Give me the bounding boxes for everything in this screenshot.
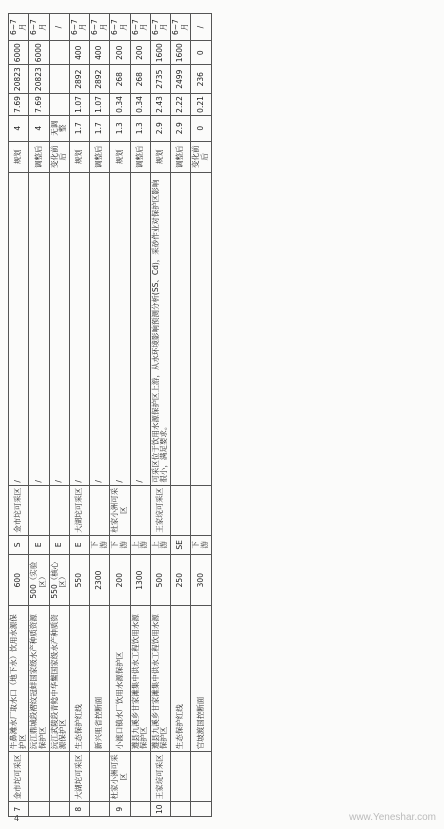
cell-time: 6~7月	[130, 14, 150, 41]
table-row	[191, 14, 211, 817]
cell-adj: 调整后	[130, 141, 150, 172]
cell-plan	[90, 485, 110, 535]
cell-v4: 1600	[171, 41, 191, 65]
table-row	[130, 14, 150, 817]
table-row	[110, 14, 130, 817]
cell-adj: 变化前后	[191, 141, 211, 172]
cell-adj: 规划	[69, 141, 89, 172]
cell-plan: 大湖坨可采区	[69, 485, 89, 535]
cell-v3: 268	[110, 65, 130, 94]
cell-v1: 2.9	[171, 115, 191, 141]
cell-no	[171, 802, 191, 817]
cell-v1: 1.7	[90, 115, 110, 141]
table-row	[29, 14, 49, 817]
cell-note: /	[9, 172, 29, 485]
cell-time: /	[191, 14, 211, 41]
cell-v3: 236	[191, 65, 211, 94]
cell-name: 生态保护红线	[69, 606, 89, 752]
cell-v2: 7.69	[9, 94, 29, 116]
cell-adj: 规划	[150, 141, 170, 172]
cell-section	[90, 752, 110, 802]
cell-dir: 上游	[150, 535, 170, 554]
cell-plan	[29, 485, 49, 535]
cell-no	[29, 802, 49, 817]
cell-dist: 600	[9, 554, 29, 606]
cell-dir: 下游	[191, 535, 211, 554]
cell-adj: 变化前后	[49, 141, 69, 172]
cell-no: 7	[9, 802, 29, 817]
cell-dist: 550	[69, 554, 89, 606]
table-row	[150, 14, 170, 817]
cell-section: 大湖坨可采区	[69, 752, 89, 802]
page-number: 4	[14, 814, 20, 823]
cell-no: 9	[110, 802, 130, 817]
cell-no	[130, 802, 150, 817]
table-row	[90, 14, 110, 817]
table-row	[9, 14, 29, 817]
cell-time: /	[49, 14, 69, 41]
cell-v3: 2499	[171, 65, 191, 94]
cell-dist: 200	[110, 554, 130, 606]
cell-dir: E	[29, 535, 49, 554]
cell-v4: 1600	[150, 41, 170, 65]
cell-dist: 500（实验区）	[29, 554, 49, 606]
cell-v3: 2892	[69, 65, 89, 94]
cell-no: 10	[150, 802, 170, 817]
cell-dist: 2300	[90, 554, 110, 606]
cell-name: 生态保护红线	[171, 606, 191, 752]
cell-adj: 调整后	[171, 141, 191, 172]
cell-v1: 1.7	[69, 115, 89, 141]
table-row	[69, 14, 89, 817]
cell-v2: 7.69	[29, 94, 49, 116]
cell-plan: 杜家小洲可采区	[110, 485, 130, 535]
cell-v3: 20823	[9, 65, 29, 94]
cell-note: /	[29, 172, 49, 485]
cell-note: /	[90, 172, 110, 485]
cell-time: 6~7月	[150, 14, 170, 41]
cell-v2: 0.34	[130, 94, 150, 116]
cell-v1: 2.9	[150, 115, 170, 141]
cell-v2: 1.07	[69, 94, 89, 116]
cell-note	[191, 172, 211, 485]
cell-v1: 1.3	[130, 115, 150, 141]
cell-name: 遵县九溪乡甘家滩集中供水工程饮用水源保护区	[130, 606, 150, 752]
cell-plan: 金市坨可采区	[9, 485, 29, 535]
cell-dist: 300	[191, 554, 211, 606]
cell-v3: 268	[130, 65, 150, 94]
cell-section	[49, 752, 69, 802]
cell-adj: 调整后	[90, 141, 110, 172]
cell-time: 6~7月	[171, 14, 191, 41]
cell-section: 王家垸可采区	[150, 752, 170, 802]
cell-note: /	[130, 172, 150, 485]
cell-name: 新兴咀省控断面	[90, 606, 110, 752]
cell-note	[171, 172, 191, 485]
cell-v4	[49, 41, 69, 65]
cell-note: /	[69, 172, 89, 485]
cell-v2: 2.43	[150, 94, 170, 116]
cell-v4: 200	[130, 41, 150, 65]
cell-v1: 0	[191, 115, 211, 141]
cell-v2: 0.21	[191, 94, 211, 116]
cell-section	[130, 752, 150, 802]
cell-dir: 上游	[130, 535, 150, 554]
cell-v4: 400	[90, 41, 110, 65]
cell-section	[29, 752, 49, 802]
cell-time: 6~7月	[69, 14, 89, 41]
cell-section	[171, 752, 191, 802]
cell-no: 8	[69, 802, 89, 817]
cell-adj: 调整后	[29, 141, 49, 172]
cell-v4: 200	[110, 41, 130, 65]
cell-v2	[49, 94, 69, 116]
cell-note: /	[110, 172, 130, 485]
watermark: www.Yeneshar.com	[349, 812, 436, 823]
cell-v2: 1.07	[90, 94, 110, 116]
cell-v1: 4	[29, 115, 49, 141]
cell-v4: 6000	[29, 41, 49, 65]
cell-section: 金市坨可采区	[9, 752, 29, 802]
cell-note: /	[49, 172, 69, 485]
cell-v3: 2892	[90, 65, 110, 94]
sand-mining-table	[8, 13, 212, 817]
cell-v1: 4	[9, 115, 29, 141]
cell-v3	[49, 65, 69, 94]
cell-plan	[191, 485, 211, 535]
cell-adj: 规划	[9, 141, 29, 172]
cell-dir: S	[9, 535, 29, 554]
cell-section: 杜家小洲可采区	[110, 752, 130, 802]
cell-v4: 6000	[9, 41, 29, 65]
cell-v4: 0	[191, 41, 211, 65]
cell-plan	[49, 485, 69, 535]
cell-name: 遵县九溪乡甘家滩集中供水工程饮用水源保护区	[150, 606, 170, 752]
cell-no	[49, 802, 69, 817]
cell-name: 沅江武陵段青鲶中华鳖国家级水产种质资源保护区	[49, 606, 69, 752]
cell-v2: 0.34	[110, 94, 130, 116]
cell-name: 沅江鼎城段褶纹冠蚌国家级水产种质资源保护区	[29, 606, 49, 752]
cell-plan	[171, 485, 191, 535]
cell-name: 牛鼻滩水厂取水口（地下水）饮用水源保护区	[9, 606, 29, 752]
cell-dist: 500	[150, 554, 170, 606]
cell-v3: 2735	[150, 65, 170, 94]
cell-dir: E	[49, 535, 69, 554]
cell-time: 6~7月	[110, 14, 130, 41]
table-row	[49, 14, 69, 817]
cell-dir: SE	[171, 535, 191, 554]
cell-name: 小渡口镇水厂饮用水源保护区	[110, 606, 130, 752]
cell-name: 官坡渡国控断面	[191, 606, 211, 752]
cell-no	[90, 802, 110, 817]
cell-dir: 下游	[110, 535, 130, 554]
cell-v4: 400	[69, 41, 89, 65]
cell-plan: 王家垸可采区	[150, 485, 170, 535]
cell-v2: 2.22	[171, 94, 191, 116]
table-row	[171, 14, 191, 817]
cell-v1: 1.3	[110, 115, 130, 141]
cell-time: 6~7月	[29, 14, 49, 41]
cell-time: 6~7月	[90, 14, 110, 41]
cell-no	[191, 802, 211, 817]
cell-note: 可采区位于饮用水源保护区上游，从水环境影响预测分析(SS、Cd)，采砂作业对保护区影响很小，满足要求。	[150, 172, 170, 485]
cell-dir: 下游	[90, 535, 110, 554]
cell-time: 6~7月	[9, 14, 29, 41]
cell-adj: 规划	[110, 141, 130, 172]
cell-plan	[130, 485, 150, 535]
cell-v3: 20823	[29, 65, 49, 94]
cell-dist: 1300	[130, 554, 150, 606]
cell-dist: 250	[171, 554, 191, 606]
cell-dir: E	[69, 535, 89, 554]
cell-v1: 无调整	[49, 115, 69, 141]
cell-dist: 550（核心区）	[49, 554, 69, 606]
cell-section	[191, 752, 211, 802]
